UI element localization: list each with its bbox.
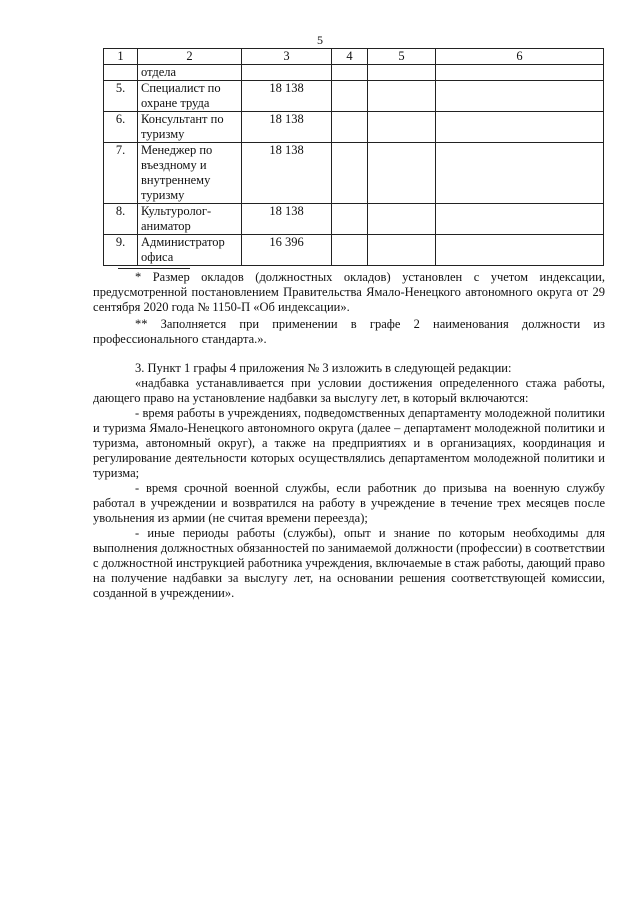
cell-salary: 18 138 bbox=[242, 204, 332, 235]
paragraph-1: 3. Пункт 1 графы 4 приложения № 3 изложить в следующей редакции: bbox=[135, 361, 512, 375]
footnote-2: ** Заполняется при применении в графе 2 наименования должности из профессионального стандарта.». bbox=[93, 317, 605, 346]
col-header: 6 bbox=[436, 49, 604, 65]
table-header-row bbox=[104, 49, 604, 65]
footnotes bbox=[93, 270, 605, 347]
cell-name: отдела bbox=[138, 65, 242, 81]
table-row bbox=[104, 235, 604, 266]
paragraph-3: - время работы в учреждениях, подведомственных департаменту молодежной политики и туризма Ямало-Ненецкого автономного округа (далее – департамент молодежной политики и туризма, автономный округ), а также на предприятиях и в организациях, координация и регулирование деятельности которых осуществлялись департаментом молодежной политики и туризма; bbox=[93, 406, 605, 480]
cell-name: Администратор офиса bbox=[138, 235, 242, 266]
paragraph-5: - иные периоды работы (службы), опыт и знание по которым необходимы для выполнения должностных обязанностей по занимаемой должности (профессии) в соответствии с должностной инструкцией работника учреждения, включаемые в стаж работы, дающий право на получение надбавки за выслугу лет, на основании решения соответствующей комиссии, созданной в учреждении». bbox=[93, 526, 605, 600]
cell-name: Менеджер по въездному и внутреннему туризму bbox=[138, 143, 242, 204]
col-header: 1 bbox=[104, 49, 138, 65]
table-row bbox=[104, 65, 604, 81]
cell-salary: 18 138 bbox=[242, 112, 332, 143]
cell-name: Консультант по туризму bbox=[138, 112, 242, 143]
paragraph-4: - время срочной военной службы, если работник до призыва на военную службу работал в учреждении и возвратился на работу в учреждение в течение трех месяцев после увольнения из армии (не считая времени переезда); bbox=[93, 481, 605, 525]
cell-num: 6. bbox=[104, 112, 138, 143]
cell-name: Культуролог-аниматор bbox=[138, 204, 242, 235]
cell-salary: 16 396 bbox=[242, 235, 332, 266]
col-header: 3 bbox=[242, 49, 332, 65]
salary-table bbox=[103, 48, 604, 266]
table-row bbox=[104, 81, 604, 112]
paragraph-2: «надбавка устанавливается при условии достижения определенного стажа работы, дающего право на установление надбавки за выслугу лет, в который включаются: bbox=[93, 376, 605, 405]
cell-salary: 18 138 bbox=[242, 143, 332, 204]
cell-name: Специалист по охране труда bbox=[138, 81, 242, 112]
table-row bbox=[104, 143, 604, 204]
cell-num: 8. bbox=[104, 204, 138, 235]
footnote-divider bbox=[118, 268, 190, 269]
table-row bbox=[104, 112, 604, 143]
table-row bbox=[104, 204, 604, 235]
cell-num: 7. bbox=[104, 143, 138, 204]
cell-num: 9. bbox=[104, 235, 138, 266]
col-header: 5 bbox=[368, 49, 436, 65]
col-header: 4 bbox=[332, 49, 368, 65]
footnote-1: * Размер окладов (должностных окладов) установлен с учетом индексации, предусмотренной постановлением Правительства Ямало-Ненецкого автономного округа от 29 сентября 2020 года № 1150-П «Об индексации». bbox=[93, 270, 605, 314]
cell-num: 5. bbox=[104, 81, 138, 112]
body-text bbox=[93, 361, 605, 601]
col-header: 2 bbox=[138, 49, 242, 65]
page-number: 5 bbox=[317, 33, 323, 47]
cell-salary: 18 138 bbox=[242, 81, 332, 112]
